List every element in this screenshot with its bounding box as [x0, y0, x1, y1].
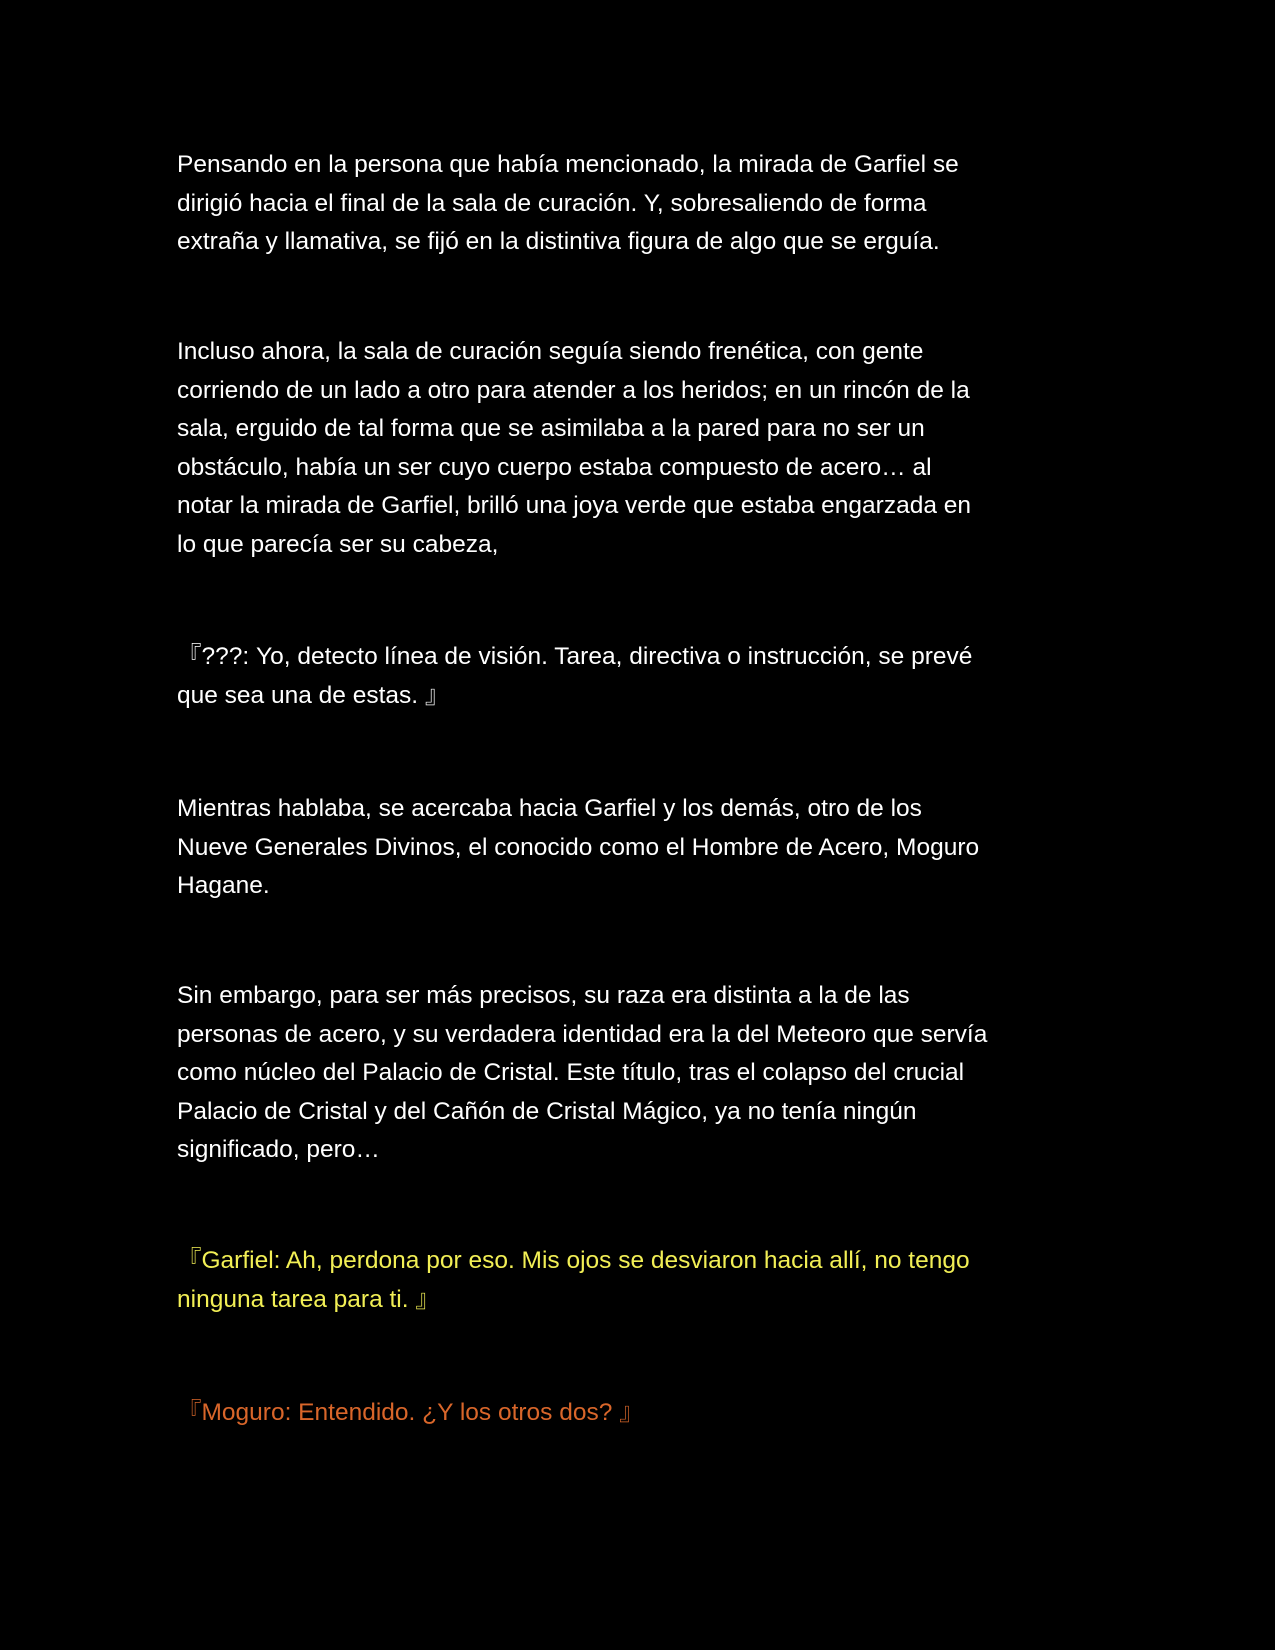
paragraph-narration-4: [177, 977, 1107, 1170]
dialogue-moguro: [177, 1394, 1107, 1433]
text-line: notar la mirada de Garfiel, brilló una joya verde que estaba engarzada en: [177, 492, 972, 519]
text-line: sala, erguido de tal forma que se asimilaba a la pared para no ser un: [177, 415, 925, 442]
text-line: Hagane.: [177, 872, 270, 899]
text-line: 『Garfiel: Ah, perdona por eso. Mis ojos se desviaron hacia allí, no tengo: [177, 1247, 970, 1274]
text-line: ninguna tarea para ti. 』: [177, 1285, 440, 1313]
text-line: Nueve Generales Divinos, el conocido como el Hombre de Acero, Moguro: [177, 833, 980, 861]
text-line: 『Moguro: Entendido. ¿Y los otros dos? 』: [177, 1399, 644, 1426]
text-line: lo que parecía ser su cabeza,: [177, 530, 499, 558]
paragraph-narration-1: [177, 146, 1107, 262]
text-line: Incluso ahora, la sala de curación seguía siendo frenética, con gente: [177, 338, 924, 365]
text-line: significado, pero…: [177, 1136, 380, 1163]
text-line: extraña y llamativa, se fijó en la distintiva figura de algo que se erguía.: [177, 228, 940, 255]
text-line: dirigió hacia el final de la sala de curación. Y, sobresaliendo de forma: [177, 189, 927, 217]
text-line: obstáculo, había un ser cuyo cuerpo estaba compuesto de acero… al: [177, 453, 932, 481]
text-line: Sin embargo, para ser más precisos, su raza era distinta a la de las: [177, 982, 910, 1009]
text-line: Mientras hablaba, se acercaba hacia Garfiel y los demás, otro de los: [177, 795, 922, 822]
text-line: corriendo de un lado a otro para atender a los heridos; en un rincón de la: [177, 376, 970, 404]
text-line: Pensando en la persona que había mencionado, la mirada de Garfiel se: [177, 151, 959, 178]
paragraph-narration-2: [177, 333, 1107, 564]
text-line: Palacio de Cristal y del Cañón de Cristal Mágico, ya no tenía ningún: [177, 1097, 917, 1125]
text-line: personas de acero, y su verdadera identidad era la del Meteoro que servía: [177, 1020, 988, 1048]
paragraph-narration-3: [177, 790, 1107, 906]
text-line: 『???: Yo, detecto línea de visión. Tarea, directiva o instrucción, se prevé: [177, 643, 973, 670]
dialogue-unknown: [177, 638, 1107, 715]
text-line: como núcleo del Palacio de Cristal. Este título, tras el colapso del crucial: [177, 1059, 965, 1086]
dialogue-garfiel: [177, 1242, 1107, 1319]
text-line: que sea una de estas. 』: [177, 681, 450, 709]
